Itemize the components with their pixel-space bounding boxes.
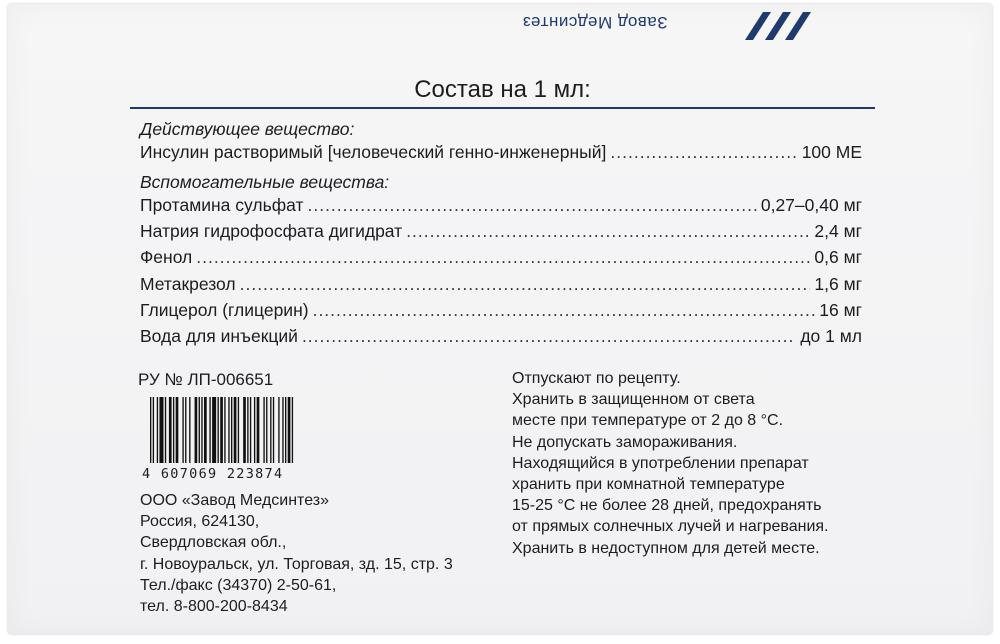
- leader-dots: [196, 247, 810, 268]
- ingredient-name: Глицерол (глицерин): [140, 300, 309, 321]
- registration-number: РУ № ЛП-006651: [138, 370, 274, 389]
- manufacturer-line: Тел./факс (34370) 2-50-61,: [140, 576, 337, 594]
- composition-list: [140, 116, 862, 353]
- storage-line: Отпускают по рецепту.: [512, 370, 681, 387]
- ingredient-amount: 0,27–0,40 мг: [760, 194, 862, 215]
- ingredient-name: Метакрезол: [140, 273, 236, 294]
- leader-dots: [313, 300, 816, 321]
- ingredient-name: Инсулин растворимый [человеческий генно-инженерный]: [140, 142, 607, 163]
- flap-brand-text: Завод Медсинтез: [522, 13, 668, 32]
- active-heading: Действующее вещество:: [140, 119, 355, 139]
- storage-line: Находящийся в употреблении препарат: [512, 454, 809, 472]
- ingredient-amount: до 1 мл: [800, 326, 862, 347]
- storage-line: Хранить в недоступном для детей месте.: [512, 539, 820, 557]
- manufacturer-line: г. Новоуральск, ул. Торговая, зд. 15, стр. 3: [140, 555, 453, 573]
- manufacturer-line: ООО «Завод Медсинтез»: [140, 492, 329, 509]
- ingredient-row: [140, 247, 862, 273]
- ingredient-name: Натрия гидрофосфата дигидрат: [140, 221, 403, 242]
- ingredient-amount: 2,4 мг: [814, 221, 862, 242]
- manufacturer-line: Свердловская обл.,: [140, 534, 287, 552]
- ingredient-amount: 100 МЕ: [801, 142, 862, 163]
- storage-line: хранить при комнатной температуре: [512, 476, 785, 494]
- barcode-digits: 4 607069 223874: [142, 466, 284, 482]
- storage-line: месте при температуре от 2 до 8 °С.: [512, 412, 784, 430]
- ingredient-name: Фенол: [140, 247, 193, 268]
- storage-line: Хранить в защищенном от света: [512, 391, 755, 409]
- excipients-heading: Вспомогательные вещества:: [140, 171, 390, 192]
- ingredient-row: [140, 274, 862, 300]
- ingredient-amount: 16 мг: [819, 300, 862, 321]
- leader-dots: [610, 142, 797, 163]
- leader-dots: [406, 221, 810, 242]
- manufacturer-line: тел. 8-800-200-8434: [140, 598, 288, 616]
- barcode-icon: [150, 397, 336, 463]
- ingredient-amount: 0,6 мг: [814, 247, 862, 268]
- leader-dots: [307, 195, 756, 216]
- manufacturer-line: Россия, 624130,: [140, 513, 260, 531]
- manufacturer-info: [140, 490, 453, 617]
- storage-line: 15-25 °С не более 28 дней, предохранять: [512, 497, 822, 515]
- leader-dots: [240, 274, 811, 295]
- ingredient-name: Протамина сульфат: [140, 194, 304, 215]
- ingredient-row: [140, 326, 862, 352]
- storage-line: от прямых солнечных лучей и нагревания.: [512, 518, 829, 536]
- leader-dots: [302, 326, 796, 347]
- ingredient-row: [140, 142, 862, 168]
- ingredient-row: [140, 195, 862, 221]
- title-divider: [130, 107, 875, 109]
- storage-instructions: [512, 368, 829, 559]
- ingredient-row: [140, 300, 862, 326]
- composition-title: Состав на 1 мл:: [414, 76, 591, 103]
- ingredient-row: [140, 221, 862, 247]
- ingredient-name: Вода для инъекций: [140, 326, 298, 347]
- ingredient-amount: 1,6 мг: [814, 273, 862, 294]
- storage-line: Не допускать замораживания.: [512, 433, 738, 451]
- brand-logo-icon: [735, 10, 815, 42]
